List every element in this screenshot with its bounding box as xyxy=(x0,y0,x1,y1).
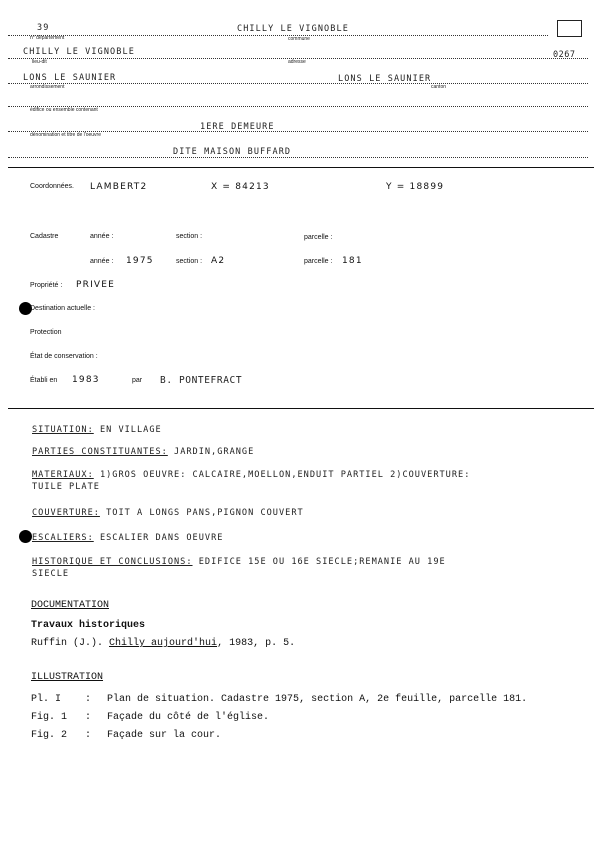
parcelle-label-2: parcelle : xyxy=(304,258,333,265)
illustration-id: Pl. I xyxy=(31,694,62,705)
couverture-label: COUVERTURE: xyxy=(32,508,100,518)
section-value: A2 xyxy=(211,256,226,266)
par-label: par xyxy=(132,377,143,384)
annee-label-2: année : xyxy=(90,258,114,265)
etat-label: État de conservation : xyxy=(30,353,98,360)
denomination-label: dénomination et titre de l'oeuvre xyxy=(30,132,101,138)
historique-value: EDIFICE 15E OU 16E SIECLE;REMANIE AU 19E xyxy=(198,557,446,567)
section-label-2: section : xyxy=(176,258,203,265)
historique-value-2: SIECLE xyxy=(32,569,70,579)
parties-line xyxy=(32,447,254,457)
couverture-line xyxy=(32,508,304,518)
destination-label: Destination actuelle : xyxy=(30,305,95,312)
lieu-dit-label: lieu-dit xyxy=(32,59,47,65)
author-value: B. PONTEFRACT xyxy=(160,375,243,386)
escaliers-line xyxy=(32,533,223,543)
escaliers-value: ESCALIER DANS OEUVRE xyxy=(99,533,224,543)
canton-label: canton xyxy=(431,84,447,90)
illustration-text: Façade du côté de l'église. xyxy=(107,712,270,723)
ref-author: Ruffin (J.). xyxy=(31,638,104,649)
dept-number: 39 xyxy=(37,23,50,33)
lieu-dit-value: CHILLY LE VIGNOBLE xyxy=(23,47,135,57)
parcelle-value: 181 xyxy=(342,256,363,266)
ink-blot xyxy=(19,530,32,543)
parcelle-label: parcelle : xyxy=(304,234,333,241)
illustration-id: Fig. 1 xyxy=(31,712,68,723)
historique-line xyxy=(32,557,446,567)
annee-label: année : xyxy=(90,233,114,240)
dotted-line xyxy=(8,83,588,84)
materiaux-value-2: TUILE PLATE xyxy=(32,482,100,492)
parties-value: JARDIN,GRANGE xyxy=(174,447,255,457)
coord-system: LAMBERT2 xyxy=(90,182,148,192)
dotted-line xyxy=(8,35,548,36)
canton-value: LONS LE SAUNIER xyxy=(338,74,432,84)
titre-value: DITE MAISON BUFFARD xyxy=(173,147,292,157)
materiaux-value: 1)GROS OEUVRE: CALCAIRE,MOELLON,ENDUIT PARTIEL 2)COUVERTURE: xyxy=(99,470,471,480)
section-label: section : xyxy=(176,233,203,240)
illustration-sep: : xyxy=(85,694,92,705)
couverture-value: TOIT A LONGS PANS,PIGNON COUVERT xyxy=(106,508,304,518)
corner-box xyxy=(557,20,582,37)
illustration-item xyxy=(31,694,527,705)
ref-rest: , 1983, p. 5. xyxy=(217,638,296,649)
coord-x: X = 84213 xyxy=(211,182,270,192)
illustration-sep: : xyxy=(85,730,92,741)
documentation-sub: Travaux historiques xyxy=(31,620,146,631)
arrondissement-label: arrondissement xyxy=(30,84,65,90)
coord-y: Y = 18899 xyxy=(386,182,445,192)
escaliers-label: ESCALIERS: xyxy=(32,533,94,543)
annee-value: 1975 xyxy=(126,256,154,266)
ref-title: Chilly aujourd'hui xyxy=(109,638,218,649)
etabli-year: 1983 xyxy=(72,375,100,385)
propriete-value: PRIVEE xyxy=(76,280,116,290)
commune-value: CHILLY LE VIGNOBLE xyxy=(237,24,349,34)
illustration-id: Fig. 2 xyxy=(31,730,68,741)
propriete-label: Propriété : xyxy=(30,282,63,289)
adresse-label: adresse xyxy=(288,59,306,65)
protection-label: Protection xyxy=(30,329,62,336)
arrondissement-value: LONS LE SAUNIER xyxy=(23,73,117,83)
materiaux-label: MATERIAUX: xyxy=(32,470,94,480)
cadastre-label: Cadastre xyxy=(30,233,59,240)
commune-label: commune xyxy=(288,36,310,42)
materiaux-line xyxy=(32,470,470,480)
documentation-reference xyxy=(31,638,295,649)
coord-label: Coordonnées. xyxy=(30,183,74,190)
illustration-item xyxy=(31,730,221,741)
etabli-label: Établi en xyxy=(30,377,58,384)
illustration-heading: ILLUSTRATION xyxy=(31,672,104,683)
situation-label: SITUATION: xyxy=(32,425,94,435)
illustration-sep: : xyxy=(85,712,92,723)
parties-label: PARTIES CONSTITUANTES: xyxy=(32,447,168,457)
dept-label: n° département xyxy=(30,35,65,41)
divider xyxy=(8,167,594,168)
divider xyxy=(8,408,594,409)
situation-line xyxy=(32,425,162,435)
situation-value: EN VILLAGE xyxy=(99,425,162,435)
illustration-text: Plan de situation. Cadastre 1975, section A, 2e feuille, parcelle 181. xyxy=(107,694,528,705)
edifice-label: édifice ou ensemble contenant xyxy=(30,107,98,113)
dotted-line xyxy=(8,157,588,158)
illustration-text: Façade sur la cour. xyxy=(107,730,222,741)
code-value: 0267 xyxy=(553,50,576,60)
illustration-item xyxy=(31,712,269,723)
documentation-heading: DOCUMENTATION xyxy=(31,600,110,611)
historique-label: HISTORIQUE ET CONCLUSIONS: xyxy=(32,557,193,567)
denomination-value: 1ERE DEMEURE xyxy=(200,122,275,132)
